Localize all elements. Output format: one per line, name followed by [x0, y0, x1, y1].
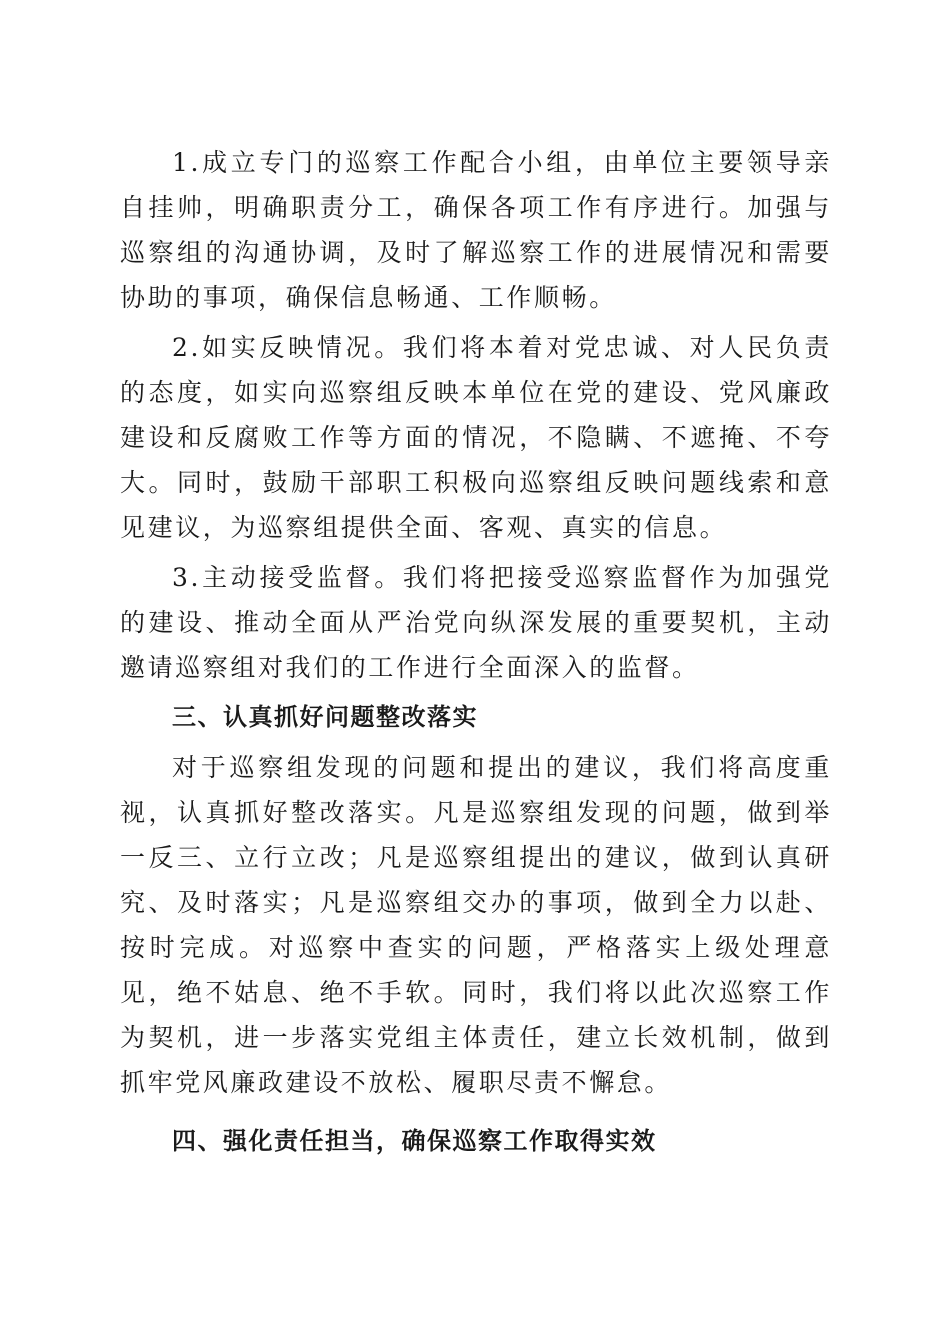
paragraph-spacer	[120, 1105, 832, 1119]
paragraph-item-2: 2.如实反映情况。我们将本着对党忠诚、对人民负责的态度，如实向巡察组反映本单位在党的建设、党风廉政建设和反腐败工作等方面的情况，不隐瞒、不遮掩、不夸大。同时，鼓励干部职工积极向巡察组反映问题线索和意见建议，为巡察组提供全面、客观、真实的信息。	[120, 333, 832, 542]
section-heading-3: 三、认真抓好问题整改落实	[172, 703, 478, 731]
paragraph-item-4: 对于巡察组发现的问题和提出的建议，我们将高度重视，认真抓好整改落实。凡是巡察组发现的问题，做到举一反三、立行立改；凡是巡察组提出的建议，做到认真研究、及时落实；凡是巡察组交办的事项，做到全力以赴、按时完成。对巡察中查实的问题，严格落实上级处理意见，绝不姑息、绝不手软。同时，我们将以此次巡察工作为契机，进一步落实党组主体责任，建立长效机制，做到抓牢党风廉政建设不放松、履职尽责不懈怠。	[120, 753, 832, 1097]
paragraph-item-3: 3.主动接受监督。我们将把接受巡察监督作为加强党的建设、推动全面从严治党向纵深发展的重要契机，主动邀请巡察组对我们的工作进行全面深入的监督。	[120, 563, 832, 682]
paragraph-item-1: 1.成立专门的巡察工作配合小组，由单位主要领导亲自挂帅，明确职责分工，确保各项工作有序进行。加强与巡察组的沟通协调，及时了解巡察工作的进展情况和需要协助的事项，确保信息畅通、工作顺畅。	[120, 148, 832, 312]
document-body	[120, 140, 832, 1164]
section-heading-4: 四、强化责任担当，确保巡察工作取得实效	[172, 1127, 657, 1155]
